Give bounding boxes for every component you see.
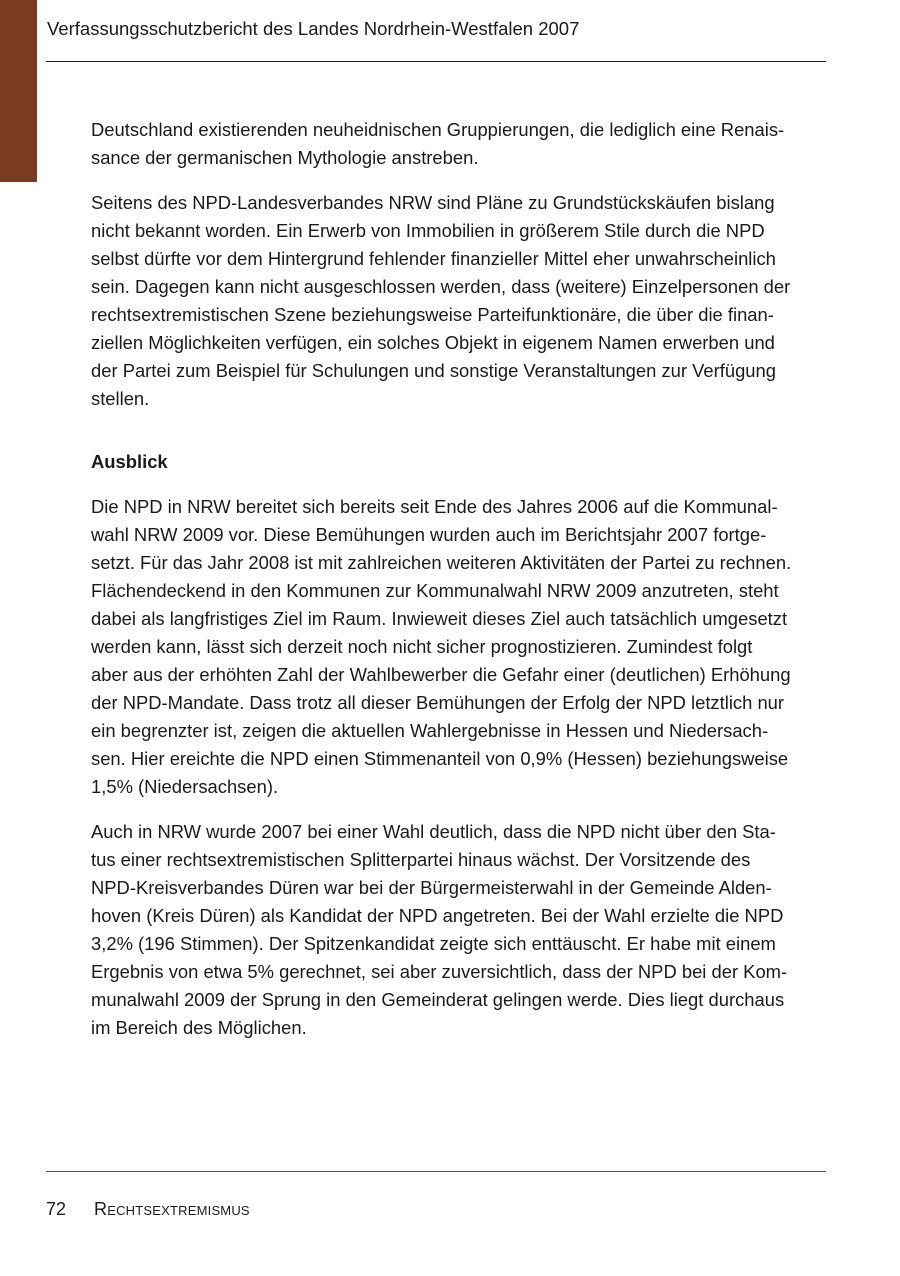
text-line: setzt. Für das Jahr 2008 ist mit zahlreichen weiteren Aktivitäten der Partei zu rechnen. xyxy=(91,552,792,573)
body-paragraph-4 xyxy=(91,818,826,1042)
text-line: Seitens des NPD-Landesverbandes NRW sind Pläne zu Grundstückskäufen bislang xyxy=(91,192,775,213)
text-line: 3,2% (196 Stimmen). Der Spitzenkandidat zeigte sich enttäuscht. Er habe mit einem xyxy=(91,933,776,954)
text-line: wahl NRW 2009 vor. Diese Bemühungen wurden auch im Berichtsjahr 2007 fortge- xyxy=(91,524,767,545)
text-line: ziellen Möglichkeiten verfügen, ein solches Objekt in eigenem Namen erwerben und xyxy=(91,332,775,353)
text-line: munalwahl 2009 der Sprung in den Gemeinderat gelingen werde. Dies liegt durchaus xyxy=(91,989,785,1010)
text-line: Ergebnis von etwa 5% gerechnet, sei aber zuversichtlich, dass der NPD bei der Kom- xyxy=(91,961,788,982)
text-line: aber aus der erhöhten Zahl der Wahlbewerber die Gefahr einer (deutlichen) Erhöhung xyxy=(91,664,791,685)
running-footer-section: Rechtsextremismus xyxy=(94,1199,250,1219)
text-line: nicht bekannt worden. Ein Erwerb von Immobilien in größerem Stile durch die NPD xyxy=(91,220,765,241)
text-line: im Bereich des Möglichen. xyxy=(91,1017,307,1038)
text-line: hoven (Kreis Düren) als Kandidat der NPD angetreten. Bei der Wahl erzielte die NPD xyxy=(91,905,784,926)
text-line: sen. Hier ereichte die NPD einen Stimmenanteil von 0,9% (Hessen) beziehungsweise xyxy=(91,748,789,769)
accent-bar xyxy=(0,0,37,182)
text-line: ein begrenzter ist, zeigen die aktuellen Wahlergebnisse in Hessen und Niedersach- xyxy=(91,720,769,741)
text-line: 1,5% (Niedersachsen). xyxy=(91,776,279,797)
page-number: 72 xyxy=(46,1199,67,1219)
header-rule xyxy=(46,61,826,62)
text-line: Die NPD in NRW bereitet sich bereits seit Ende des Jahres 2006 auf die Kommunal- xyxy=(91,496,778,517)
section-heading: Ausblick xyxy=(91,451,168,472)
text-line: der NPD-Mandate. Dass trotz all dieser Bemühungen der Erfolg der NPD letztlich nur xyxy=(91,692,785,713)
text-line: Deutschland existierenden neuheidnischen Gruppierungen, die lediglich eine Renais- xyxy=(91,119,785,140)
footer-rule xyxy=(46,1171,826,1172)
text-line: Auch in NRW wurde 2007 bei einer Wahl deutlich, dass die NPD nicht über den Sta- xyxy=(91,821,776,842)
text-line: stellen. xyxy=(91,388,150,409)
body-paragraph-1 xyxy=(91,116,826,172)
text-line: sein. Dagegen kann nicht ausgeschlossen werden, dass (weitere) Einzelpersonen der xyxy=(91,276,791,297)
body-paragraph-3 xyxy=(91,493,826,801)
text-line: selbst dürfte vor dem Hintergrund fehlender finanzieller Mittel eher unwahrscheinlich xyxy=(91,248,776,269)
text-line: dabei als langfristiges Ziel im Raum. Inwieweit dieses Ziel auch tatsächlich umgesetzt xyxy=(91,608,788,629)
text-line: der Partei zum Beispiel für Schulungen und sonstige Veranstaltungen zur Verfügung xyxy=(91,360,776,381)
text-line: Flächendeckend in den Kommunen zur Kommunalwahl NRW 2009 anzutreten, steht xyxy=(91,580,779,601)
text-line: NPD-Kreisverbandes Düren war bei der Bürgermeisterwahl in der Gemeinde Alden- xyxy=(91,877,772,898)
text-line: tus einer rechtsextremistischen Splitterpartei hinaus wächst. Der Vorsitzende des xyxy=(91,849,751,870)
body-paragraph-2 xyxy=(91,189,826,413)
page-body xyxy=(91,116,826,1042)
running-header-title: Verfassungsschutzbericht des Landes Nordrhein-Westfalen 2007 xyxy=(47,18,580,39)
text-line: sance der germanischen Mythologie anstreben. xyxy=(91,147,479,168)
text-line: werden kann, lässt sich derzeit noch nicht sicher prognostizieren. Zumindest folgt xyxy=(91,636,753,657)
text-line: rechtsextremistischen Szene beziehungsweise Parteifunktionäre, die über die finan- xyxy=(91,304,774,325)
